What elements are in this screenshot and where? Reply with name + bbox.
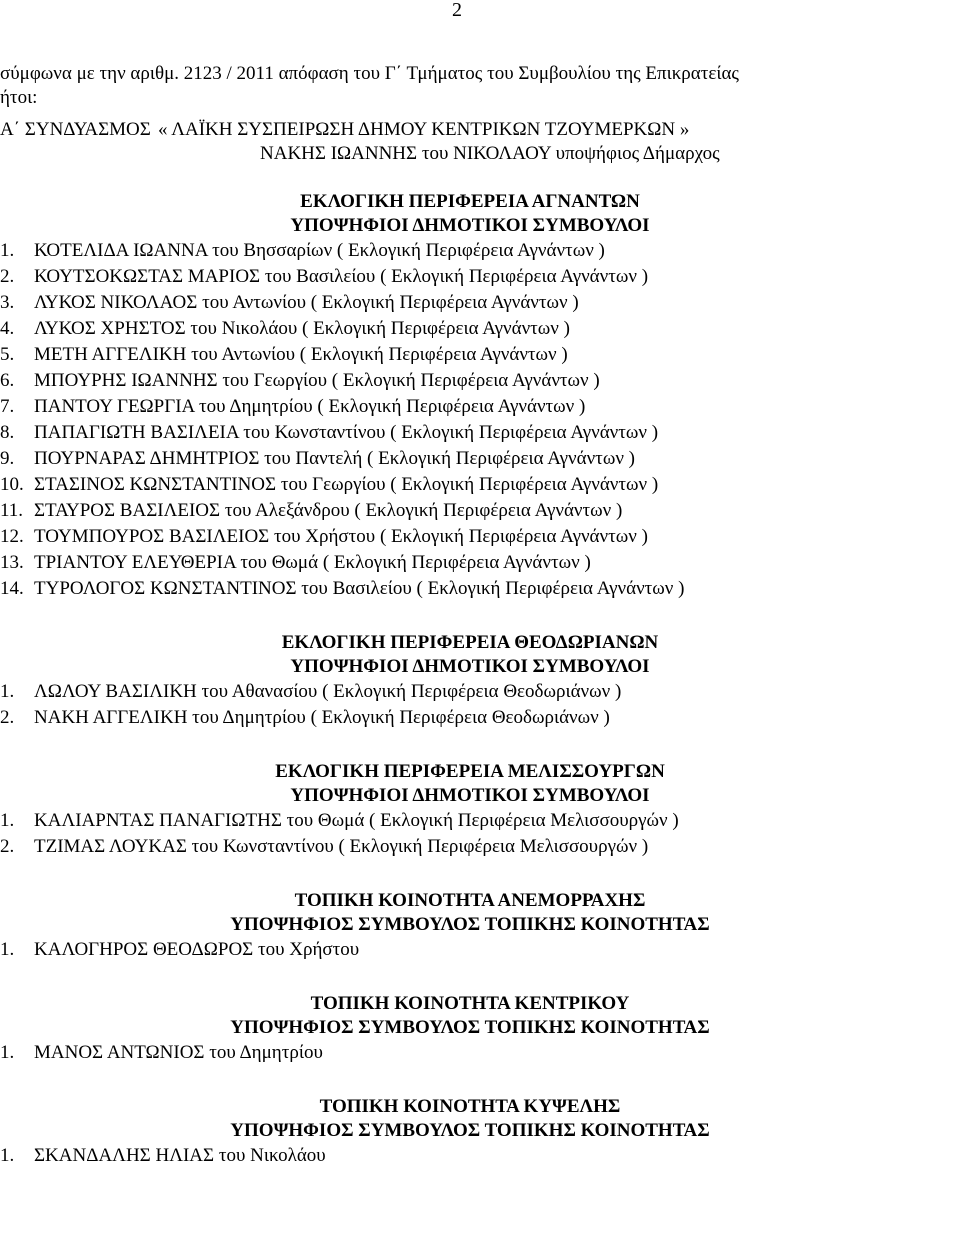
candidate-item	[0, 524, 940, 550]
candidate-item	[0, 238, 940, 264]
intro-line-1: σύμφωνα με την αριθμ. 2123 / 2011 απόφαση του Γ΄ Τμήματος του Συμβουλίου της Επικρατείας	[0, 63, 739, 84]
candidate-item	[0, 264, 940, 290]
candidate-item	[0, 705, 940, 731]
section	[0, 1095, 940, 1169]
candidate-list	[0, 679, 940, 731]
candidate-text: ΤΟΥΜΠΟΥΡΟΣ ΒΑΣΙΛΕΙΟΣ του Χρήστου ( Εκλογική Περιφέρεια Αγνάντων )	[34, 526, 648, 547]
section-subtitle: ΥΠΟΨΗΦΙΟΙ ΔΗΜΟΤΙΚΟΙ ΣΥΜΒΟΥΛΟΙ	[290, 656, 650, 677]
candidate-number: 12.	[0, 526, 24, 547]
section	[0, 889, 940, 963]
candidate-number: 1.	[0, 1145, 15, 1166]
section-subtitle: ΥΠΟΨΗΦΙΟΣ ΣΥΜΒΟΥΛΟΣ ΤΟΠΙΚΗΣ ΚΟΙΝΟΤΗΤΑΣ	[230, 914, 710, 935]
candidate-item	[0, 1040, 940, 1066]
candidate-number: 1.	[0, 240, 15, 261]
candidate-text: ΜΠΟΥΡΗΣ ΙΩΑΝΝΗΣ του Γεωργίου ( Εκλογική Περιφέρεια Αγνάντων )	[34, 370, 600, 391]
candidate-item	[0, 834, 940, 860]
section-title: ΤΟΠΙΚΗ ΚΟΙΝΟΤΗΤΑ ΚΥΨΕΛΗΣ	[319, 1096, 621, 1117]
candidate-number: 13.	[0, 552, 24, 573]
candidate-text: ΚΟΤΕΛΙΔΑ ΙΩΑΝΝΑ του Βησσαρίων ( Εκλογική Περιφέρεια Αγνάντων )	[34, 240, 605, 261]
candidate-text: ΚΟΥΤΣΟΚΩΣΤΑΣ ΜΑΡΙΟΣ του Βασιλείου ( Εκλογική Περιφέρεια Αγνάντων )	[34, 266, 649, 287]
candidate-item	[0, 808, 940, 834]
section	[0, 760, 940, 860]
candidate-item	[0, 342, 940, 368]
combination-heading	[0, 118, 940, 142]
candidate-text: ΛΥΚΟΣ ΧΡΗΣΤΟΣ του Νικολάου ( Εκλογική Περιφέρεια Αγνάντων )	[34, 318, 570, 339]
candidate-text: ΣΚΑΝΔΑΛΗΣ ΗΛΙΑΣ του Νικολάου	[34, 1145, 326, 1166]
candidate-item	[0, 446, 940, 472]
candidate-number: 4.	[0, 318, 15, 339]
candidate-item	[0, 1143, 940, 1169]
candidate-item	[0, 368, 940, 394]
candidate-item	[0, 472, 940, 498]
candidate-text: ΣΤΑΥΡΟΣ ΒΑΣΙΛΕΙΟΣ του Αλεξάνδρου ( Εκλογική Περιφέρεια Αγνάντων )	[34, 500, 623, 521]
candidate-text: ΤΖΙΜΑΣ ΛΟΥΚΑΣ του Κωνσταντίνου ( Εκλογική Περιφέρεια Μελισσουργών )	[34, 836, 649, 857]
candidate-number: 3.	[0, 292, 15, 313]
section-subtitle: ΥΠΟΨΗΦΙΟΣ ΣΥΜΒΟΥΛΟΣ ΤΟΠΙΚΗΣ ΚΟΙΝΟΤΗΤΑΣ	[230, 1120, 710, 1141]
candidate-number: 1.	[0, 810, 15, 831]
candidate-number: 1.	[0, 681, 15, 702]
candidate-list	[0, 808, 940, 860]
candidate-number: 11.	[0, 500, 24, 521]
candidate-text: ΛΥΚΟΣ ΝΙΚΟΛΑΟΣ του Αντωνίου ( Εκλογική Περιφέρεια Αγνάντων )	[34, 292, 579, 313]
document-body	[0, 62, 940, 1169]
candidate-text: ΝΑΚΗ ΑΓΓΕΛΙΚΗ του Δημητρίου ( Εκλογική Περιφέρεια Θεοδωριάνων )	[34, 707, 610, 728]
candidate-text: ΛΩΛΟΥ ΒΑΣΙΛΙΚΗ του Αθανασίου ( Εκλογική Περιφέρεια Θεοδωριάνων )	[34, 681, 622, 702]
candidate-item	[0, 679, 940, 705]
candidate-number: 6.	[0, 370, 15, 391]
candidate-number: 2.	[0, 707, 15, 728]
candidate-text: ΠΑΠΑΓΙΩΤΗ ΒΑΣΙΛΕΙΑ του Κωνσταντίνου ( Εκλογική Περιφέρεια Αγνάντων )	[34, 422, 659, 443]
candidate-item	[0, 498, 940, 524]
candidate-number: 1.	[0, 939, 15, 960]
candidate-number: 5.	[0, 344, 15, 365]
candidate-text: ΠΑΝΤΟΥ ΓΕΩΡΓΙΑ του Δημητρίου ( Εκλογική Περιφέρεια Αγνάντων )	[34, 396, 586, 417]
section	[0, 631, 940, 731]
candidate-item	[0, 550, 940, 576]
candidate-text: ΣΤΑΣΙΝΟΣ ΚΩΝΣΤΑΝΤΙΝΟΣ του Γεωργίου ( Εκλογική Περιφέρεια Αγνάντων )	[34, 474, 659, 495]
section-title: ΕΚΛΟΓΙΚΗ ΠΕΡΙΦΕΡΕΙΑ ΘΕΟΔΩΡΙΑΝΩΝ	[281, 632, 659, 653]
candidate-list	[0, 937, 940, 963]
section-title: ΕΚΛΟΓΙΚΗ ΠΕΡΙΦΕΡΕΙΑ ΑΓΝΑΝΤΩΝ	[300, 191, 640, 212]
candidate-number: 1.	[0, 1042, 15, 1063]
candidate-item	[0, 937, 940, 963]
candidate-text: ΠΟΥΡΝΑΡΑΣ ΔΗΜΗΤΡΙΟΣ του Παντελή ( Εκλογική Περιφέρεια Αγνάντων )	[34, 448, 635, 469]
candidate-item	[0, 394, 940, 420]
candidate-text: ΚΑΛΟΓΗΡΟΣ ΘΕΟΔΩΡΟΣ του Χρήστου	[34, 939, 360, 960]
candidate-number: 7.	[0, 396, 15, 417]
candidate-list	[0, 1040, 940, 1066]
combination-block	[0, 118, 940, 166]
candidate-number: 14.	[0, 578, 24, 599]
candidate-text: ΜΕΤΗ ΑΓΓΕΛΙΚΗ του Αντωνίου ( Εκλογική Περιφέρεια Αγνάντων )	[34, 344, 568, 365]
combination-label: Α΄ ΣΥΝΔΥΑΣΜΟΣ	[0, 119, 151, 140]
section-subtitle: ΥΠΟΨΗΦΙΟΣ ΣΥΜΒΟΥΛΟΣ ΤΟΠΙΚΗΣ ΚΟΙΝΟΤΗΤΑΣ	[230, 1017, 710, 1038]
candidate-list	[0, 238, 940, 602]
candidate-item	[0, 316, 940, 342]
section-title: ΕΚΛΟΓΙΚΗ ΠΕΡΙΦΕΡΕΙΑ ΜΕΛΙΣΣΟΥΡΓΩΝ	[275, 761, 665, 782]
candidate-text: ΚΑΛΙΑΡΝΤΑΣ ΠΑΝΑΓΙΩΤΗΣ του Θωμά ( Εκλογική Περιφέρεια Μελισσουργών )	[34, 810, 679, 831]
candidate-number: 10.	[0, 474, 24, 495]
candidate-text: ΤΥΡΟΛΟΓΟΣ ΚΩΝΣΤΑΝΤΙΝΟΣ του Βασιλείου ( Εκλογική Περιφέρεια Αγνάντων )	[34, 578, 685, 599]
candidate-text: ΜΑΝΟΣ ΑΝΤΩΝΙΟΣ του Δημητρίου	[34, 1042, 323, 1063]
page-number: 2	[452, 0, 462, 21]
section	[0, 190, 940, 602]
candidate-text: ΤΡΙΑΝΤΟΥ ΕΛΕΥΘΕΡΙΑ του Θωμά ( Εκλογική Περιφέρεια Αγνάντων )	[34, 552, 591, 573]
section-subtitle: ΥΠΟΨΗΦΙΟΙ ΔΗΜΟΤΙΚΟΙ ΣΥΜΒΟΥΛΟΙ	[290, 785, 650, 806]
section-subtitle: ΥΠΟΨΗΦΙΟΙ ΔΗΜΟΤΙΚΟΙ ΣΥΜΒΟΥΛΟΙ	[290, 215, 650, 236]
mayor-candidate: ΝΑΚΗΣ ΙΩΑΝΝΗΣ του ΝΙΚΟΛΑΟΥ υποψήφιος Δήμαρχος	[260, 143, 720, 164]
intro-paragraph	[0, 62, 940, 110]
sections-container	[0, 190, 940, 1169]
candidate-number: 9.	[0, 448, 15, 469]
combination-name: « ΛΑΪΚΗ ΣΥΣΠΕΙΡΩΣΗ ΔΗΜΟΥ ΚΕΝΤΡΙΚΩΝ ΤΖΟΥΜΕΡΚΩΝ »	[158, 119, 690, 140]
candidate-item	[0, 420, 940, 446]
candidate-number: 8.	[0, 422, 15, 443]
candidate-number: 2.	[0, 266, 15, 287]
section	[0, 992, 940, 1066]
candidate-item	[0, 290, 940, 316]
intro-line-2: ήτοι:	[0, 87, 38, 108]
section-title: ΤΟΠΙΚΗ ΚΟΙΝΟΤΗΤΑ ΑΝΕΜΟΡΡΑΧΗΣ	[294, 890, 646, 911]
candidate-number: 2.	[0, 836, 15, 857]
candidate-item	[0, 576, 940, 602]
candidate-list	[0, 1143, 940, 1169]
section-title: ΤΟΠΙΚΗ ΚΟΙΝΟΤΗΤΑ ΚΕΝΤΡΙΚΟΥ	[310, 993, 630, 1014]
